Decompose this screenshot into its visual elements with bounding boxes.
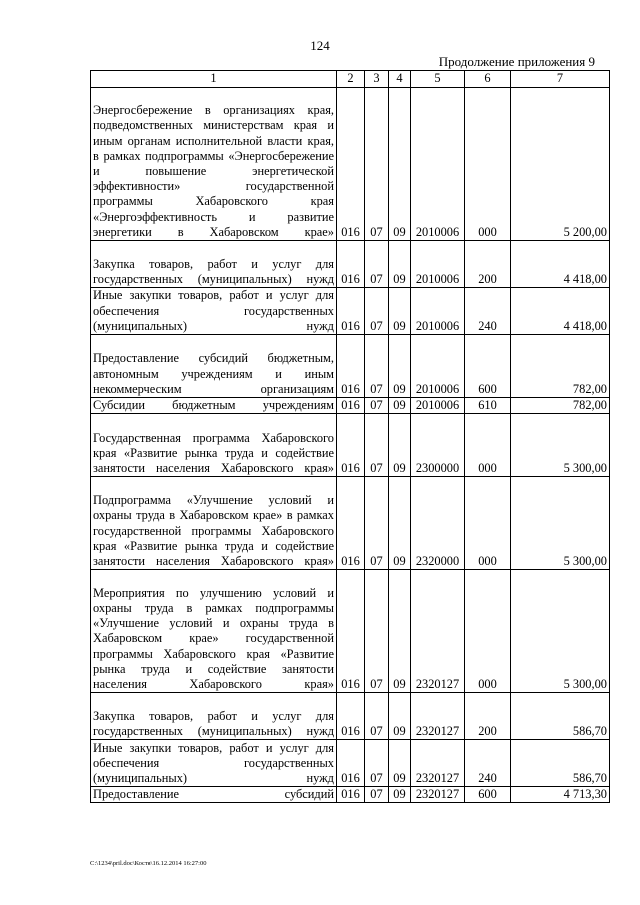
header-cell: 7 [511,71,610,88]
row-code-ministry: 016 [337,477,365,570]
row-code-ministry: 016 [337,693,365,740]
table-row [91,787,610,803]
row-code-expense-type: 240 [465,288,511,335]
row-description: Закупка товаров, работ и услуг для государственных (муниципальных) нужд [91,241,337,288]
table-row [91,414,610,477]
row-code-section: 07 [365,414,389,477]
row-code-ministry: 016 [337,335,365,398]
header-row [91,71,610,88]
table-row [91,740,610,787]
row-code-expense-type: 600 [465,335,511,398]
row-code-section: 07 [365,335,389,398]
row-code-section: 07 [365,740,389,787]
table-row [91,398,610,414]
header-cell: 4 [389,71,411,88]
row-code-expense-type: 200 [465,241,511,288]
table-row [91,570,610,693]
row-code-subsection: 09 [389,288,411,335]
row-code-ministry: 016 [337,398,365,414]
row-code-subsection: 09 [389,787,411,803]
header-cell: 5 [411,71,465,88]
row-code-section: 07 [365,88,389,241]
row-description: Иные закупки товаров, работ и услуг для обеспечения государственных (муниципальных) нужд [91,740,337,787]
row-amount: 5 300,00 [511,414,610,477]
row-code-subsection: 09 [389,477,411,570]
row-code-target: 2010006 [411,88,465,241]
row-code-subsection: 09 [389,335,411,398]
row-code-section: 07 [365,693,389,740]
row-code-section: 07 [365,477,389,570]
row-code-subsection: 09 [389,693,411,740]
row-code-section: 07 [365,570,389,693]
row-code-target: 2010006 [411,398,465,414]
row-code-subsection: 09 [389,740,411,787]
table-row [91,335,610,398]
row-code-ministry: 016 [337,414,365,477]
row-description: Предоставление субсидий бюджетным, автономным учреждениям и иным некоммерческим организациям [91,335,337,398]
row-code-expense-type: 600 [465,787,511,803]
row-code-expense-type: 610 [465,398,511,414]
row-code-expense-type: 000 [465,477,511,570]
row-amount: 5 300,00 [511,477,610,570]
file-path-footer: C:\1234\pril.doc\Костя\16.12.2014 16:27:00 [90,860,207,867]
row-code-target: 2010006 [411,241,465,288]
row-code-expense-type: 000 [465,88,511,241]
row-amount: 782,00 [511,398,610,414]
header-cell: 2 [337,71,365,88]
row-code-section: 07 [365,241,389,288]
table-row [91,477,610,570]
header-cell: 6 [465,71,511,88]
table-row [91,88,610,241]
row-amount: 5 300,00 [511,570,610,693]
table-row [91,693,610,740]
row-amount: 5 200,00 [511,88,610,241]
row-code-section: 07 [365,398,389,414]
row-code-subsection: 09 [389,414,411,477]
row-amount: 4 418,00 [511,241,610,288]
row-code-target: 2320127 [411,787,465,803]
row-description: Закупка товаров, работ и услуг для государственных (муниципальных) нужд [91,693,337,740]
row-amount: 586,70 [511,693,610,740]
row-code-target: 2320000 [411,477,465,570]
row-code-expense-type: 000 [465,570,511,693]
row-code-target: 2320127 [411,740,465,787]
header-cell: 1 [91,71,337,88]
row-code-target: 2320127 [411,570,465,693]
table-row [91,241,610,288]
row-code-target: 2320127 [411,693,465,740]
row-code-expense-type: 240 [465,740,511,787]
row-code-subsection: 09 [389,570,411,693]
row-code-ministry: 016 [337,88,365,241]
row-code-section: 07 [365,288,389,335]
row-code-ministry: 016 [337,570,365,693]
table-row [91,288,610,335]
row-description: Энергосбережение в организациях края, подведомственных министерствам края и иным органам исполнительной власти края, в рамках подпрограммы «Энергосбережение и повышение энергетической эффективности» государственной программы Хабаровского края «Энергоэффективность и развитие энергетики в Хабаровском крае» [91,88,337,241]
appendix-continuation-label: Продолжение приложения 9 [438,54,595,69]
row-description: Субсидии бюджетным учреждениям [91,398,337,414]
row-code-ministry: 016 [337,241,365,288]
budget-table [90,70,610,803]
row-code-target: 2010006 [411,288,465,335]
row-code-subsection: 09 [389,398,411,414]
row-description: Мероприятия по улучшению условий и охраны труда в рамках подпрограммы «Улучшение условий и охраны труда в Хабаровском крае» государственной программы Хабаровского края «Развитие рынка труда и содействие занятости населения Хабаровского края» [91,570,337,693]
row-code-target: 2300000 [411,414,465,477]
row-code-ministry: 016 [337,740,365,787]
row-code-ministry: 016 [337,288,365,335]
row-description: Иные закупки товаров, работ и услуг для обеспечения государственных (муниципальных) нужд [91,288,337,335]
row-description: Государственная программа Хабаровского края «Развитие рынка труда и содействие занятости населения Хабаровского края» [91,414,337,477]
row-code-expense-type: 200 [465,693,511,740]
row-amount: 4 418,00 [511,288,610,335]
header-cell: 3 [365,71,389,88]
row-amount: 782,00 [511,335,610,398]
row-code-target: 2010006 [411,335,465,398]
row-code-section: 07 [365,787,389,803]
row-description: Подпрограмма «Улучшение условий и охраны труда в Хабаровском крае» в рамках государственной программы Хабаровского края «Развитие рынка труда и содействие занятости населения Хабаровского края» [91,477,337,570]
row-code-expense-type: 000 [465,414,511,477]
page-number: 124 [310,38,330,53]
row-amount: 586,70 [511,740,610,787]
row-code-ministry: 016 [337,787,365,803]
row-code-subsection: 09 [389,241,411,288]
row-code-subsection: 09 [389,88,411,241]
row-amount: 4 713,30 [511,787,610,803]
row-description: Предоставление субсидий [91,787,337,803]
